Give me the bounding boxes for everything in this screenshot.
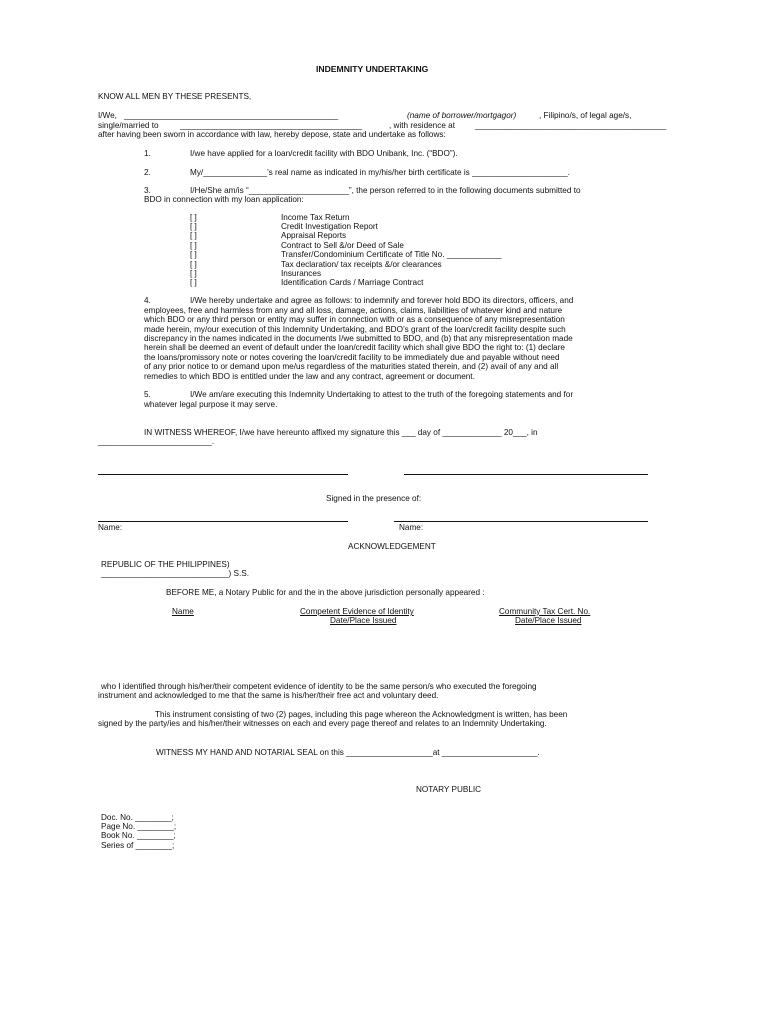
checkbox[interactable]: [ ]	[190, 241, 197, 250]
intro-legal-age: , Filipino/s, of legal age/s,	[539, 111, 632, 120]
signed-presence: Signed in the presence of:	[326, 494, 422, 503]
para4-line: the loans/promissory note or notes covering the loan/credit facility to be immediately due and payable without need	[144, 353, 560, 362]
column-ctc: Community Tax Cert. No.	[499, 607, 591, 616]
intro-residence: , with residence at	[389, 121, 455, 130]
checklist-label: Appraisal Reports	[281, 231, 347, 240]
instrument-para-line: signed by the party/ies and his/her/their witnesses on each and every page thereof and relates to an Indemnity Undertaking.	[98, 719, 547, 728]
checklist-label: Credit Investigation Report	[281, 222, 378, 231]
checklist-label: Tax declaration/ tax receipts &/or clearances	[281, 260, 442, 269]
para4-line: I/We hereby undertake and agree as follows: to indemnify and forever hold BDO its directors, officers, and	[190, 296, 574, 305]
para4-line: of any prior notice to or demand upon me/us regardless of the maturities stated therein, and (2) avail of any and all	[144, 362, 559, 371]
para4-line: remedies to which BDO is entitled under the law and any contract, agreement or document.	[144, 372, 475, 381]
witness-signature-line-left	[98, 521, 348, 522]
item-5-number: 5.	[144, 390, 151, 399]
checkbox[interactable]: [ ]	[190, 278, 197, 287]
notary-public: NOTARY PUBLIC	[416, 785, 482, 794]
witness-signature-line-right	[394, 521, 648, 522]
checkbox[interactable]: [ ]	[190, 260, 197, 269]
para5-line: whatever legal purpose it may serve.	[144, 400, 278, 409]
column-evidence-date: Date/Place Issued	[330, 616, 397, 625]
para4-line: which BDO or any third person or entity may suffer in connection with or as a consequence of any misrepresentation	[144, 315, 565, 324]
item-3-text: I/He/She am/is “______________________”, the person referred to in the following documents submitted to	[190, 186, 581, 195]
signature-line-right	[404, 474, 648, 475]
intro-sworn: after having been sworn in accordance with law, hereby depose, state and undertake as follows:	[98, 130, 446, 139]
item-2-number: 2.	[144, 168, 151, 177]
intro-iwe: I/We,	[98, 111, 117, 120]
witness-place-blank: _________________________.	[98, 437, 215, 446]
checklist-label: Insurances	[281, 269, 322, 278]
checklist-label: Contract to Sell &/or Deed of Sale	[281, 241, 404, 250]
item-3-continuation: BDO in connection with my loan application:	[144, 195, 304, 204]
checkbox[interactable]: [ ]	[190, 231, 197, 240]
checkbox[interactable]: [ ]	[190, 250, 197, 259]
know-all-heading: KNOW ALL MEN BY THESE PRESENTS,	[98, 92, 252, 101]
item-1-text: I/we have applied for a loan/credit facility with BDO Unibank, Inc. (“BDO”).	[190, 149, 458, 158]
who-para-line: who I identified through his/her/their competent evidence of identity to be the same person/s who executed the foregoing	[101, 682, 537, 691]
item-3-number: 3.	[144, 186, 151, 195]
checklist-label: Identification Cards / Marriage Contract	[281, 278, 424, 287]
checkbox[interactable]: [ ]	[190, 269, 197, 278]
checklist-label: Transfer/Condominium Certificate of Title No. ____________	[281, 250, 502, 259]
witness-name-right: Name:	[399, 523, 424, 532]
notarial-seal: WITNESS MY HAND AND NOTARIAL SEAL on this ___________________at _____________________.	[156, 748, 540, 757]
checkbox[interactable]: [ ]	[190, 213, 197, 222]
signature-line-left	[98, 474, 348, 475]
instrument-para-line: This instrument consisting of two (2) pages, including this page whereon the Acknowledgment is written, has been	[155, 710, 568, 719]
column-name: Name	[172, 607, 194, 616]
republic-label: REPUBLIC OF THE PHILIPPINES)	[101, 560, 230, 569]
book-no-field: Book No. ________;	[101, 831, 176, 840]
residence-blank: __________________________________________	[475, 121, 667, 130]
page-no-field: Page No. ________;	[101, 822, 177, 831]
borrower-label: (name of borrower/mortgagor)	[407, 111, 517, 120]
item-2-text: My/______________’s real name as indicated in my/his/her birth certificate is _____________________.	[190, 168, 570, 177]
para4-line: employees, free and harmless from any and all loss, damage, actions, claims, liabilities of whatever kind and nature	[144, 306, 563, 315]
spouse-blank: ________________________________________	[180, 121, 363, 130]
witness-name-left: Name:	[98, 523, 123, 532]
ss-line: ____________________________) S.S.	[101, 569, 249, 578]
para4-line: herein shall be deemed an event of default under the loan/credit facility which shall give BDO the right to: (1) declare	[144, 343, 565, 352]
item-4-number: 4.	[144, 296, 151, 305]
checkbox[interactable]: [ ]	[190, 222, 197, 231]
acknowledgement-heading: ACKNOWLEDGEMENT	[348, 542, 436, 551]
doc-no-field: Doc. No. ________;	[101, 813, 174, 822]
column-ctc-date: Date/Place Issued	[515, 616, 582, 625]
column-evidence: Competent Evidence of Identity	[300, 607, 414, 616]
para5-line: I/We am/are executing this Indemnity Undertaking to attest to the truth of the foregoing statements and for	[190, 390, 574, 399]
who-para-line: instrument and acknowledged to me that the same is his/her/their free act and voluntary deed.	[98, 691, 439, 700]
document-title: INDEMNITY UNDERTAKING	[316, 64, 429, 74]
item-1-number: 1.	[144, 149, 151, 158]
para4-line: discrepancy in the names indicated in the documents I/we submitted to BDO, and (b) that any misrepresentation made	[144, 334, 573, 343]
before-me: BEFORE ME, a Notary Public for and the in the above jurisdiction personally appeared :	[166, 588, 485, 597]
intro-single-married: single/married to	[98, 121, 159, 130]
witness-whereof: IN WITNESS WHEREOF, I/we have hereunto affixed my signature this ___ day of _____________ 20___, in	[144, 428, 538, 437]
checklist-label: Income Tax Return	[281, 213, 350, 222]
series-field: Series of ________;	[101, 841, 175, 850]
para4-line: made herein, my/our execution of this Indemnity Undertaking, and BDO’s grant of the loan/credit facility despite such	[144, 325, 566, 334]
borrower-name-blank: _______________________________________________	[124, 111, 339, 120]
